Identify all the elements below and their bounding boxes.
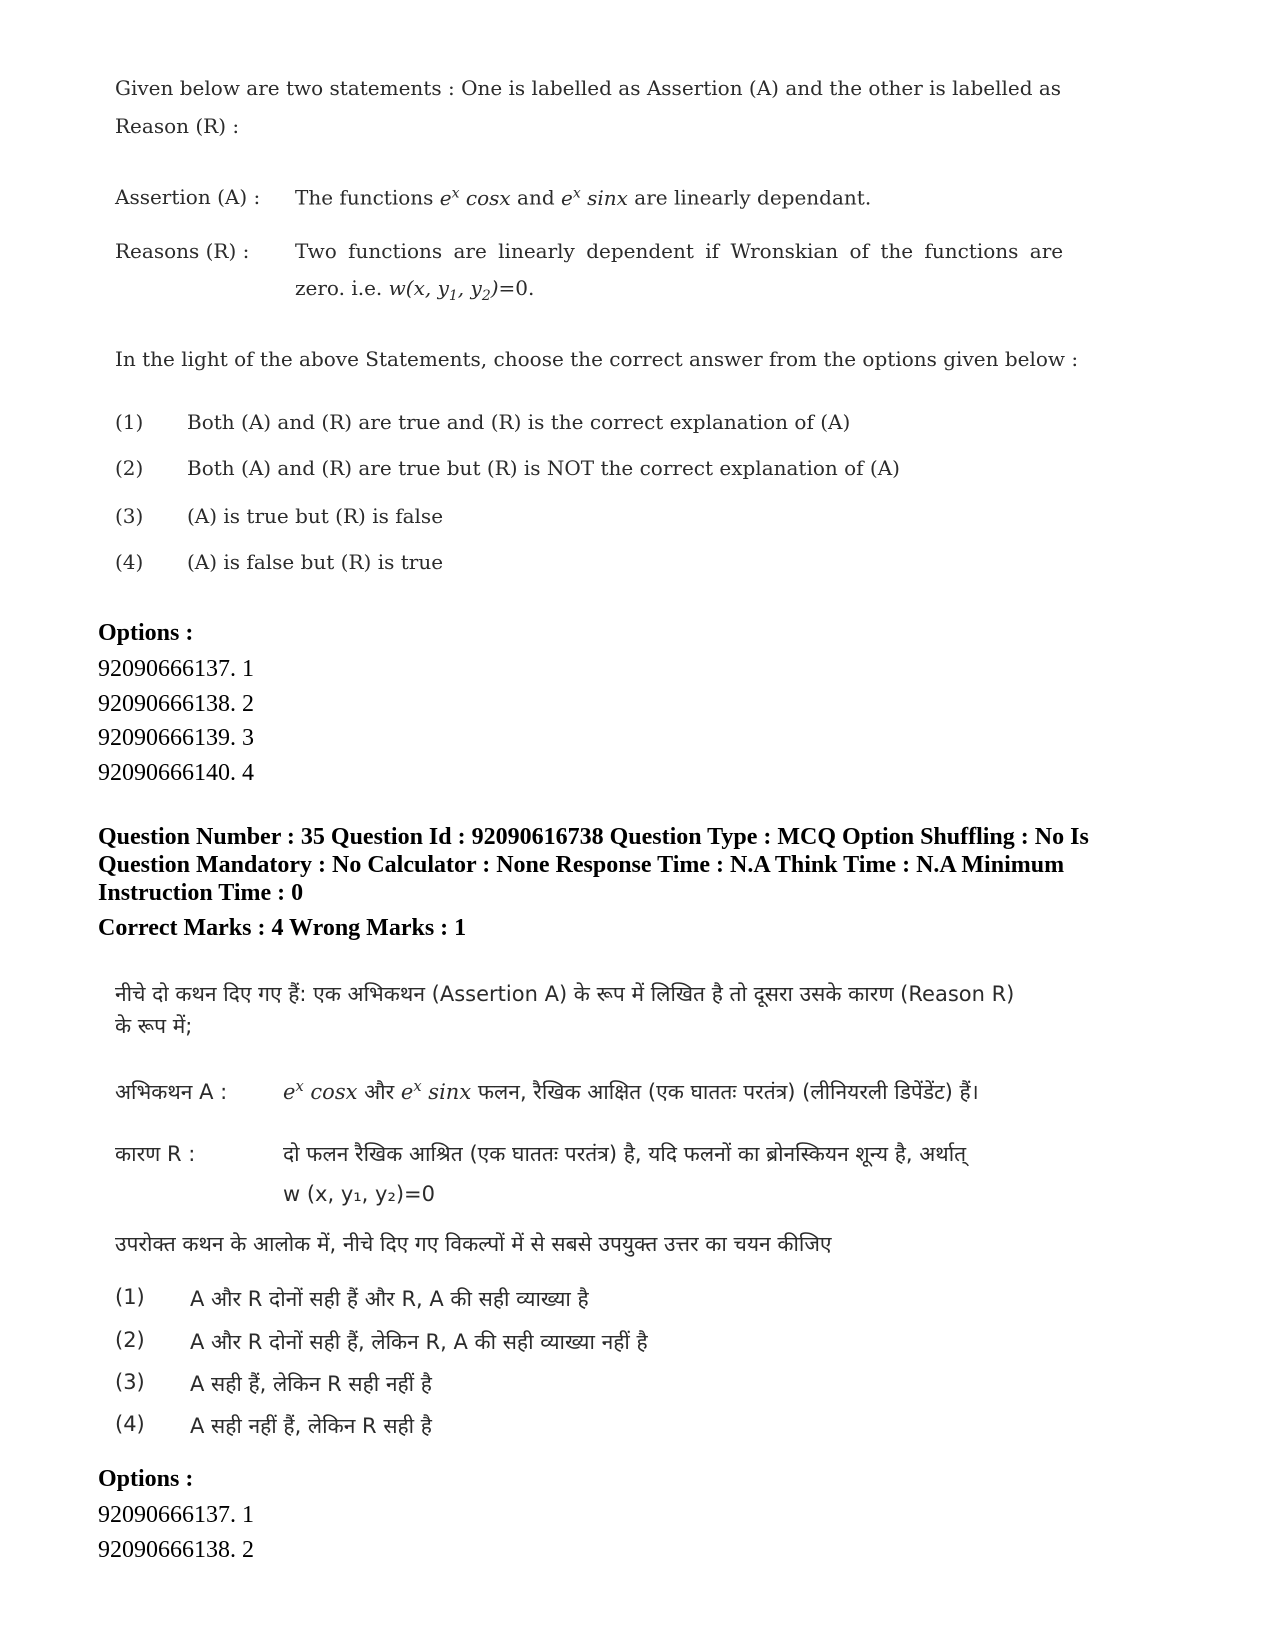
math-ex-cosx: $e^x$ cosx [283, 1078, 358, 1104]
math-equals-zero: =0. [498, 276, 535, 300]
hindi-reason-line1: दो फलन रैखिक आश्रित (एक घाततः परतंत्र) है, यदि फलनों का ब्रोनस्कियन शून्य है, अर्थात् [283, 1142, 967, 1166]
reason-line2 [295, 276, 534, 304]
options-heading: Options : [98, 620, 194, 646]
reason-label: Reasons (R) : [115, 239, 250, 263]
choice-text: A और R दोनों सही हैं और R, A की सही व्याख्या है [190, 1287, 589, 1311]
hindi-intro-line1: नीचे दो कथन दिए गए हैं: एक अभिकथन (Assertion A) के रूप में लिखित है तो दूसरा उसके कारण (Reason R) [115, 982, 1015, 1006]
option-item: 92090666140. 4 [98, 759, 254, 786]
choice-text: (A) is true but (R) is false [187, 504, 444, 528]
question-instruction: In the light of the above Statements, choose the correct answer from the options given below : [115, 347, 1079, 371]
assertion-mid: and [517, 185, 555, 210]
choice-text: (A) is false but (R) is true [187, 550, 444, 574]
choice-number: (3) [115, 1370, 145, 1394]
hindi-assertion-mid: और [364, 1080, 395, 1104]
assertion-statement [295, 185, 871, 210]
assertion-pre: The functions [295, 185, 434, 210]
choice-number: (2) [115, 456, 144, 480]
hindi-intro-line2: के रूप में; [115, 1014, 193, 1038]
question-meta-line3: Instruction Time : 0 [98, 880, 304, 906]
math-wronskian: w(x, $y_1$, $y_2$) [388, 276, 499, 304]
choice-number: (1) [115, 410, 144, 434]
options-list [98, 652, 254, 790]
options-list [98, 1498, 254, 1567]
hindi-instruction: उपरोक्त कथन के आलोक में, नीचे दिए गए विकल्पों में से सबसे उपयुक्त उत्तर का चयन कीजिए [115, 1232, 832, 1256]
reason-line1: Two functions are linearly dependent if Wronskian of the functions are [295, 239, 1064, 263]
choice-number: (4) [115, 550, 144, 574]
question-marks: Correct Marks : 4 Wrong Marks : 1 [98, 915, 467, 941]
choice-text: Both (A) and (R) are true but (R) is NOT the correct explanation of (A) [187, 456, 900, 480]
hindi-reason-label: कारण R : [115, 1142, 196, 1166]
choice-text: Both (A) and (R) are true and (R) is the correct explanation of (A) [187, 410, 851, 434]
choice-text: A और R दोनों सही हैं, लेकिन R, A की सही व्याख्या नहीं है [190, 1330, 648, 1354]
choice-number: (2) [115, 1328, 145, 1352]
hindi-assertion-statement [283, 1078, 979, 1106]
math-ex-cosx: $e^x$ cosx [439, 185, 511, 210]
question-meta-line2: Question Mandatory : No Calculator : None Response Time : N.A Think Time : N.A Minimum [98, 852, 1065, 878]
math-ex-sinx: $e^x$ sinx [400, 1078, 472, 1104]
option-item: 92090666137. 1 [98, 1502, 254, 1528]
option-item: 92090666138. 2 [98, 1536, 254, 1563]
choice-number: (3) [115, 504, 144, 528]
choice-text: A सही हैं, लेकिन R सही नहीं है [190, 1372, 432, 1396]
math-ex-sinx: $e^x$ sinx [561, 185, 628, 210]
question-meta-line1: Question Number : 35 Question Id : 92090616738 Question Type : MCQ Option Shuffling : No Is [98, 824, 1089, 850]
option-item: 92090666137. 1 [98, 656, 254, 682]
option-item: 92090666139. 3 [98, 725, 254, 751]
choice-number: (1) [115, 1285, 145, 1309]
assertion-label: Assertion (A) : [115, 185, 261, 209]
hindi-assertion-post: फलन, रैखिक आक्षित (एक घाततः परतंत्र) (लीनियरली डिपेंडेंट) हैं। [477, 1080, 979, 1104]
question-intro-line2: Reason (R) : [115, 114, 240, 138]
hindi-reason-line2: w (x, y₁, y₂)=0 [283, 1182, 436, 1206]
choice-text: A सही नहीं हैं, लेकिन R सही है [190, 1414, 432, 1438]
hindi-assertion-label: अभिकथन A : [115, 1080, 228, 1104]
options-heading: Options : [98, 1466, 194, 1492]
option-item: 92090666138. 2 [98, 690, 254, 717]
choice-number: (4) [115, 1412, 145, 1436]
reason-line2-pre: zero. i.e. [295, 276, 383, 300]
question-intro-line1: Given below are two statements : One is labelled as Assertion (A) and the other is labelled as [115, 76, 1062, 100]
assertion-post: are linearly dependant. [634, 185, 872, 210]
